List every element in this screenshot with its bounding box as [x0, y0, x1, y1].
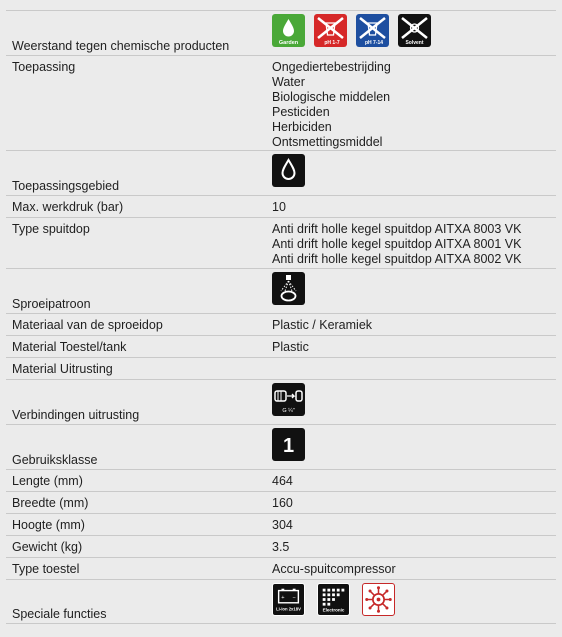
spec-row-tank-material [6, 335, 556, 357]
spec-row-width [6, 491, 556, 513]
spec-label: Lengte (mm) [12, 474, 83, 488]
solvent-icon [398, 14, 431, 47]
nozzle-item: Anti drift holle kegel spuitdop AITXA 8001 VK [272, 237, 522, 251]
spec-row-device-type [6, 557, 556, 579]
svg-text:Garden: Garden [278, 40, 299, 46]
spec-value: 10 [272, 200, 286, 214]
spec-label: Material Uitrusting [12, 362, 113, 376]
spec-row-equipment-connections [6, 379, 556, 424]
spec-label: Speciale functies [12, 607, 107, 621]
alkaline-ph-icon [356, 14, 389, 47]
spec-label: Type toestel [12, 562, 80, 576]
spec-label: Gewicht (kg) [12, 540, 83, 554]
garden-icon [272, 14, 305, 47]
application-item: Pesticiden [272, 105, 330, 119]
virus-icon [362, 583, 395, 616]
spec-label: Breedte (mm) [12, 496, 89, 510]
svg-text:Electronic: Electronic [322, 607, 345, 613]
spec-label: Sproeipatroon [12, 297, 91, 311]
svg-text:pH 1-7: pH 1-7 [324, 40, 340, 46]
electronic-icon [317, 583, 350, 616]
application-item: Ontsmettingsmiddel [272, 135, 383, 149]
nozzle-item: Anti drift holle kegel spuitdop AITXA 8003 VK [272, 222, 522, 236]
svg-text:−: − [292, 595, 296, 602]
spec-value: Plastic [272, 340, 309, 354]
svg-text:pH 7-14: pH 7-14 [364, 40, 384, 46]
spec-row-max-pressure [6, 195, 556, 217]
spec-label: Max. werkdruk (bar) [12, 200, 124, 214]
spec-row-nozzle-type [6, 217, 556, 268]
svg-text:1: 1 [282, 435, 295, 457]
hose-connection-icon [272, 383, 305, 416]
spec-label: Toepassingsgebied [12, 179, 120, 193]
spec-row-special-features [6, 579, 556, 624]
spec-row-chemical-resistance [6, 10, 556, 55]
spec-label: Gebruiksklasse [12, 453, 98, 467]
svg-text:Solvent: Solvent [405, 40, 424, 46]
spec-label: Toepassing [12, 60, 76, 74]
spec-row-application-area [6, 150, 556, 195]
spec-value: Accu-spuitcompressor [272, 562, 396, 576]
spec-row-spray-pattern [6, 268, 556, 313]
spec-label: Type spuitdop [12, 222, 90, 236]
spec-value: 160 [272, 496, 293, 510]
application-item: Water [272, 75, 305, 89]
spec-label: Hoogte (mm) [12, 518, 85, 532]
spec-row-usage-class [6, 424, 556, 469]
battery-icon [272, 583, 305, 616]
acid-ph-icon [314, 14, 347, 47]
droplet-icon [272, 154, 305, 187]
application-item: Ongediertebestrijding [272, 60, 391, 74]
spec-icons [272, 14, 556, 47]
spec-row-application [6, 55, 556, 150]
spec-row-nozzle-material [6, 313, 556, 335]
spec-row-weight [6, 535, 556, 557]
svg-text:+: + [281, 595, 285, 602]
svg-text:G ¼": G ¼" [282, 408, 295, 414]
application-item: Biologische middelen [272, 90, 391, 104]
spec-row-height [6, 513, 556, 535]
spec-value [272, 60, 556, 150]
class-1-icon [272, 428, 305, 461]
spec-label: Weerstand tegen chemische producten [12, 39, 230, 53]
svg-text:Li-ion 2x18V: Li-ion 2x18V [276, 606, 301, 612]
spec-label: Verbindingen uitrusting [12, 408, 140, 422]
specifications-table [6, 10, 556, 624]
nozzle-item: Anti drift holle kegel spuitdop AITXA 8002 VK [272, 252, 522, 266]
spec-value: 464 [272, 474, 293, 488]
spec-label: Materiaal van de sproeidop [12, 318, 163, 332]
spec-label: Material Toestel/tank [12, 340, 127, 354]
spec-value: 3.5 [272, 540, 290, 554]
spec-value: 304 [272, 518, 293, 532]
application-item: Herbiciden [272, 120, 332, 134]
spec-value [272, 222, 556, 267]
hollow-cone-spray-icon [272, 272, 305, 305]
spec-row-equipment-material [6, 357, 556, 379]
spec-value: Plastic / Keramiek [272, 318, 373, 332]
spec-row-length [6, 469, 556, 491]
